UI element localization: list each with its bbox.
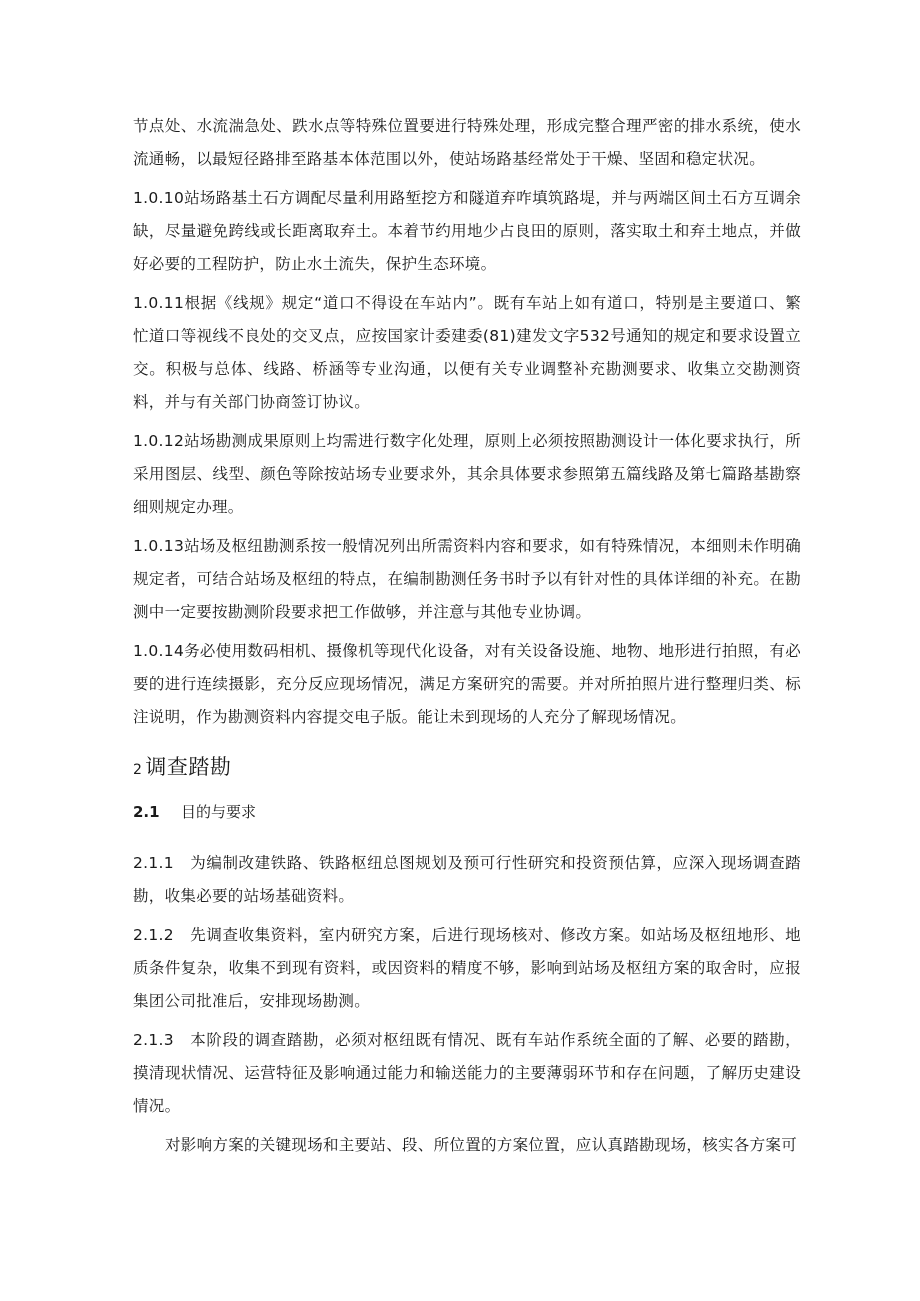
paragraph-1-0-10: 1.0.10站场路基土石方调配尽量利用路堑挖方和隧道弃咋填筑路堤，并与两端区间土石方互调余缺，尽量避免跨线或长距离取弃土。本着节约用地少占良田的原则，落实取土和弃土地点，并做好必要的工程防护，防止水土流失，保护生态环境。 <box>133 189 801 273</box>
paragraph-1-0-13: 1.0.13站场及枢纽勘测系按一般情况列出所需资料内容和要求，如有特殊情况，本细则未作明确规定者，可结合站场及枢纽的特点，在编制勘测任务书时予以有针对性的具体详细的补充。在勘测中一定要按勘测阶段要求把工作做够，并注意与其他专业协调。 <box>133 537 801 621</box>
paragraph-last: 对影响方案的关键现场和主要站、段、所位置的方案位置，应认真踏勘现场，核实各方案可 <box>165 1136 798 1154</box>
paragraph-1-0-14: 1.0.14务必使用数码相机、摄像机等现代化设备，对有关设备设施、地物、地形进行拍照，有必要的进行连续摄影，充分反应现场情况，满足方案研究的需要。并对所拍照片进行整理归类、标注说明，作为勘测资料内容提交电子版。能让未到现场的人充分了解现场情况。 <box>133 642 801 726</box>
paragraph: 节点处、水流湍急处、跌水点等特殊位置要进行特殊处理，形成完整合理严密的排水系统，使水流通畅，以最短径路排至路基本体范围以外，使站场路基经常处于干燥、坚固和稳定状况。 <box>133 117 801 168</box>
subsection-heading <box>133 797 801 827</box>
section-number: 2 <box>133 762 143 778</box>
paragraph-1-0-11: 1.0.11根据《线规》规定“道口不得设在车站内”。既有车站上如有道口，特别是主要道口、繁忙道口等视线不良处的交叉点，应按国家计委建委(81)建发文字532号通知的规定和要求设置立交。积极与总体、线路、桥涵等专业沟通，以便有关专业调整补充勘测要求、收集立交勘测资料，并与有关部门协商签订协议。 <box>133 294 801 411</box>
subsection-number: 2.1 <box>133 803 160 821</box>
section-heading <box>133 752 801 785</box>
paragraph-2-1-1: 2.1.1 为编制改建铁路、铁路枢纽总图规划及预可行性研究和投资预估算，应深入现场调查踏勘，收集必要的站场基础资料。 <box>133 854 801 905</box>
document-page <box>133 110 801 1168</box>
section-title: 调查踏勘 <box>145 755 232 779</box>
paragraph-2-1-3: 2.1.3 本阶段的调查踏勘，必须对枢纽既有情况、既有车站作系统全面的了解、必要的踏勘，摸清现状情况、运营特征及影响通过能力和输送能力的主要薄弱环节和存在问题，了解历史建设情况。 <box>133 1031 801 1115</box>
paragraph-1-0-12: 1.0.12站场勘测成果原则上均需进行数字化处理，原则上必须按照勘测设计一体化要求执行，所采用图层、线型、颜色等除按站场专业要求外，其余具体要求参照第五篇线路及第七篇路基勘察细则规定办理。 <box>133 432 801 516</box>
paragraph-2-1-2: 2.1.2 先调查收集资料，室内研究方案，后进行现场核对、修改方案。如站场及枢纽地形、地质条件复杂，收集不到现有资料，或因资料的精度不够，影响到站场及枢纽方案的取舍时，应报集团公司批准后，安排现场勘测。 <box>133 926 801 1010</box>
subsection-title: 目的与要求 <box>181 803 257 821</box>
